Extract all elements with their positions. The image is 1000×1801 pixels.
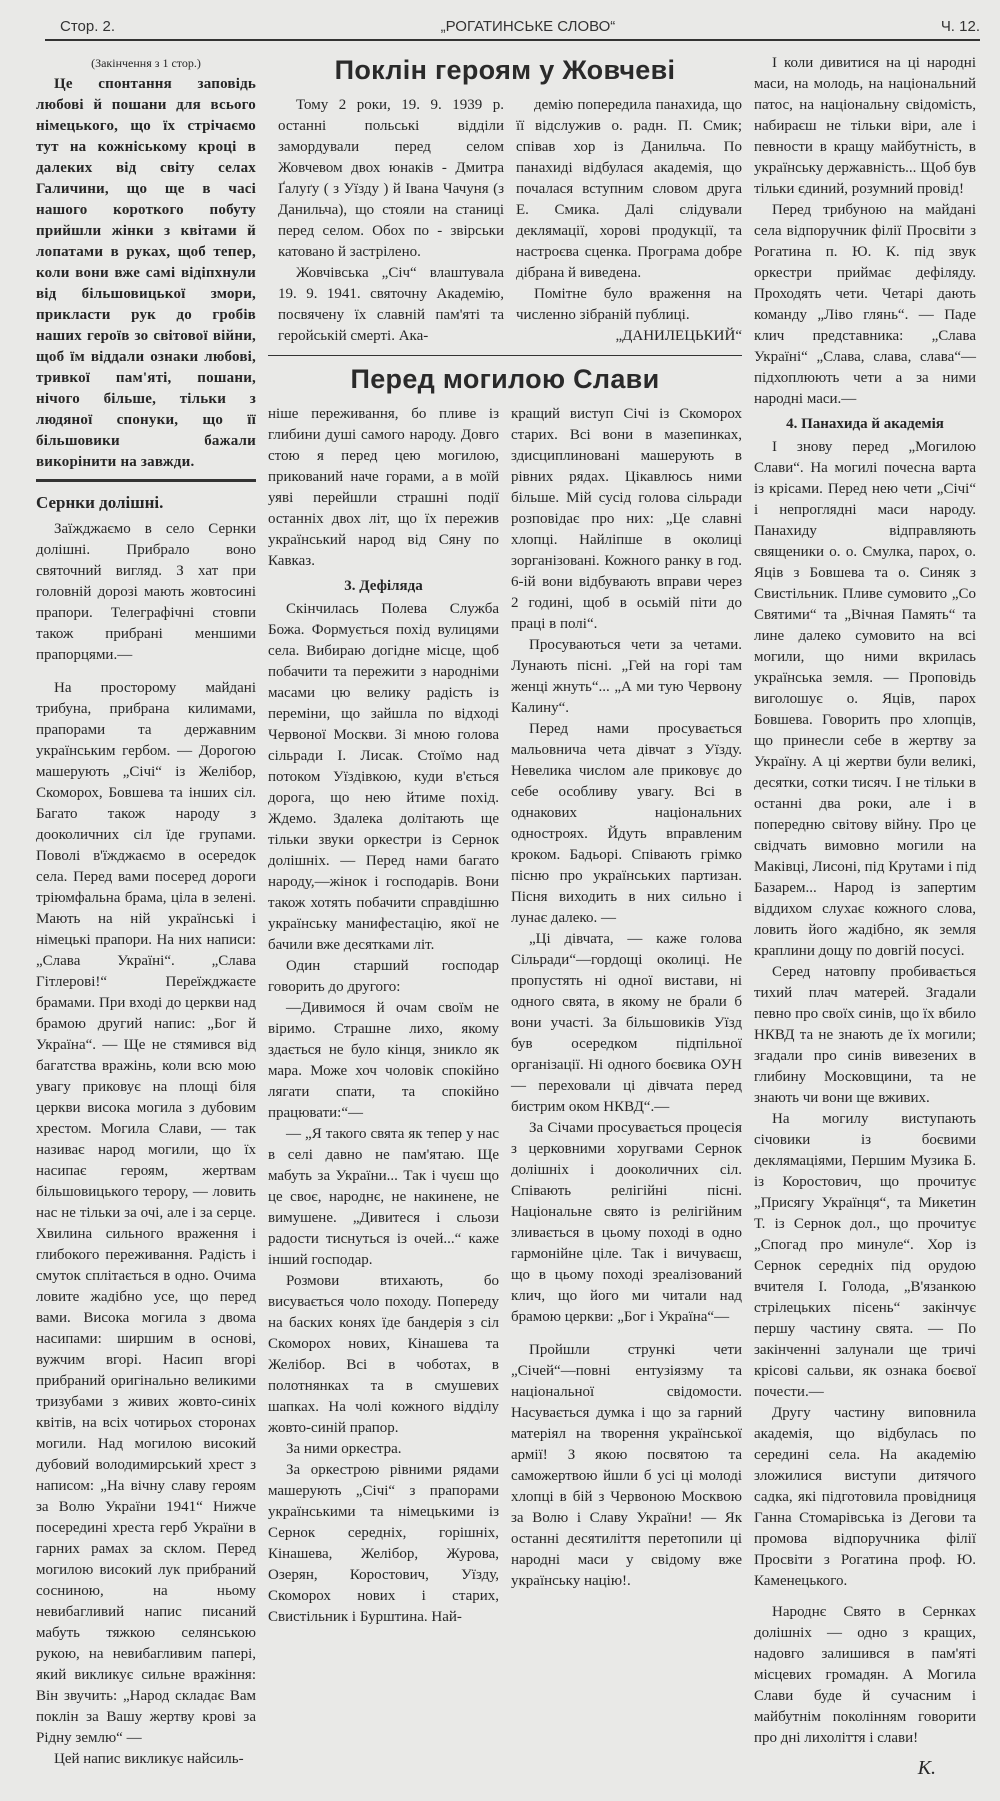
paragraph: За оркестрою рівними рядами машерують „Січі“ з прапорами українськими та німецькими із Сернок середніх, горішніх, Кінашева, Желібор, Журова, Озерян, Коростович, Уїзду, Скоморох нових і старих, Свистільник і Бурштина. Най- (268, 1462, 499, 1625)
paragraph: Народнє Свято в Сернках долішніх — одно з кращих, надовго залишився в пам'яті місцевих громадян. А Могила Слави буде й сучасним і майбутнім поколінням говорити про дні лихоліття і слави! (754, 1604, 976, 1746)
article-divider (268, 355, 742, 356)
paragraph: — „Я такого свята як тепер у нас в селі давно не пам'ятаю. Ще мабуть за України... Так і чуєш що це своє, народнє, не накинене, не вимушене. „Дивитеся і сльози радости тиснуться із очей...“ каже інший господар. (268, 1126, 499, 1268)
section-heading-panakhyda: 4. Панахида й академія (786, 416, 944, 432)
paragraph: Жовчівська „Січ“ влаштувала 19. 9. 1941. святочну Академію, посвячену їх славній пам'яті та геройській смерті. Ака- (278, 265, 504, 344)
mohyla-col-a (268, 404, 499, 1628)
paragraph: —Дивимося й очам своїм не віримо. Страшне лихо, якому здається не було кінця, зникло як мара. Може хоч чоловік спокійно лягати спати, та спокійно працювати:“— (268, 1000, 499, 1121)
paragraph: Перед нами просувається мальовнича чета дівчат з Уїзду. Невелика числом але приковує до себе особливу увагу. Всі в однакових національних одностроях. Йдуть вправленим кроком. Бадьорі. Співають грімко пісню про українських партизан. Пісня виходить в них сильно і лунає далеко. — (511, 721, 742, 926)
paragraph: Цей напис викликує найсиль- (54, 1751, 244, 1767)
paragraph: кращий виступ Січі із Скоморох старих. Всі вони в мазепинках, здисциплиновані машерують в рівних рядах. Цікавлюсь ними більше. Мій сусід голова сільради розповідає про них: „Це славні хлопці. Найліпше в околиці зорганізовані. Кожного ранку в год. 6-ій вони відбувають вправи через 2 годині, щоб в осьмій піти до праці в полі“. (511, 406, 742, 632)
sernky-article (36, 492, 256, 1770)
paragraph: „Ці дівчата, — каже голова Сільради“—гордощі околиці. Не пропустять ні одної вистави, ні одного свята, в якому не брали б вони участі. За більшовиків Уїзд був осередком підпільної організації. Ні одного боєвика ОУН — переховали ці дівчата перед бистрим оком НКВД“.— (511, 931, 742, 1115)
paragraph: На просторому майдані трибуна, прибрана килимами, прапорами та державним українським гербом. — Дорогою машерують „Січі“ із Желібор, Скоморох, Бовшева та інших сіл. Багато також народу з дооколичних сіл їде групами. Поволі в'їжджаємо в осередок села. Перед вами посеред дороги тріюмфальна брама, ціла в зелені. Мають на ній українські і німецькі прапори. На них написи: „Слава Україні“. „Слава Гітлерові!“ Переїжджаєте брамами. При вході до церкви над брамою другий напис: „Бог й Україна“. — Ще не стямився від багатства вражінь, коли всю мою увагу приковує на площі біля церкви висока могила з дубовим хрестом. Могила Слави, — так називає народ могили, що їх насипає героям, жертвам більшовицького терору, — ловить нас не тільки за очі, але і за серце. Хвилина сильного враження і глибокого переживання. Радість і смуток сплітається в одно. Очима ловите жадібно усе, що перед вами. Висока могила з двома насипами: ширшим в основі, вужчим вгорі. Насип вгорі прибраний оригінально великими тризубами з живих жовто-синіх квітів, на всіх чотирьох сторонах могили. Над могилою високий дубовий володимирський хрест з написом: „На вічну славу героям за Волю України 1941“ Нижче посередині хреста герб України в гарних рамах за склом. Перед могилою високий лук прибраний сосниною, на ньому невибагливий напис писаний мабуть тяжкою селянською рукою, на невибагливим папері, який викликує сильне вражіння: Він звучить: „Народ складає Вам поклін за Вашу жертву крові за Рідну землю“ — (36, 680, 256, 1746)
paragraph: І знову перед „Могилою Слави“. На могилі почесна варта із крісами. Перед нею чети „Січі“ і непроглядні маси народу. Панахиду відправляють священики о. о. Смулка, парох, о. Яців з Бовшева та о. Синяк з Свистільник. Пливе сумовито „Со Святими“ та „Вічная Память“ та лине далеко сумовито на всі могили, що ними вкрилась українська земля. — Проповідь виголошує о. Яців, парох Бовшева. Говорить про хлопців, що принесли себе в жертву за Україну. А ці жертви були великі, десятки, сотки тисяч. І не тільки в останні два роки, але і в попередню світову війну. Про це свідчать вимовно могили на Маківці, Лисоні, під Крутами і під Базарем... Народ із запертим віддихом слухає кожного слова, ловить його жадібно, як земля краплини дощу по довгій посусі. (754, 439, 976, 959)
mohyla-title: Перед могилою Слави (350, 364, 660, 394)
paragraph: Другу частину виповнила академія, що відбулась по середині села. На академію зложилися виступи дитячого садка, які підготовила провідниця Ганна Стомарівська із Дегови та промова відпоручника філії Просвіти з Рогатина проф. Ю. Каменецького. (754, 1405, 976, 1589)
paragraph: Один старший господар говорить до другого: (268, 958, 499, 995)
page-body (0, 41, 1000, 1801)
continuation-block (36, 53, 256, 473)
paragraph: ніше переживання, бо пливе із глибини душі самого народу. Довго стою я перед цею могилою, прикований наче горами, а в моїй уяві перейшли страшні події останніх двох літ, що їх пережив український народ від Сяну по Кавказ. (268, 406, 499, 569)
paragraph: Заїжджаємо в село Сернки долішні. Прибрало воно святочний вигляд. З хат при головній дорозі мають жовтосині прапори. Телеграфічні стовпи також прибрані меншими прапорцями.— (36, 521, 256, 663)
newspaper-title: „РОГАТИНСЬКЕ СЛОВО“ (440, 18, 616, 35)
zhovchev-article (268, 95, 742, 347)
paragraph: Пройшли стрункі чети „Січей“—повні ентузіязму та національної свідомости. Насувається думка і що за гарний матеріял на творення української армії! З якою посвятою та саможертвою йшли б усі ці молоді хлопці в бій з Червоною Москвою за Волю і Славу України! — Як останні десятиліття перетопили ці народні маси у свідому вже українську націю!. (511, 1342, 742, 1589)
paragraph: Просуваються чети за четами. Лунають пісні. „Гей на горі там женці жнуть“... „А ми тую Червону Калину“. (511, 637, 742, 716)
middle-column (268, 53, 742, 1628)
paragraph: Перед трибуною на майдані села відпоручник філії Просвіти з Рогатина п. Ю. К. під звук оркестри приймає дефіляду. Проходять чети. Четарі дають команду „Ліво глянь“. — Паде клич представника: „Слава Україні“ „Слава, слава, слава“— підхоплюють чети а за ними народні маси.— (754, 202, 976, 407)
paragraph: Серед натовпу пробивається тихий плач матерей. Згадали певно про своїх синів, що їх вбило НКВД та не знають де їх могили; згадали про синів вивезених в глибину Московщини, та не знають чи вони ще вживих. (754, 964, 976, 1106)
paragraph: І коли дивитися на ці народні маси, на молодь, на національний патос, на національну свідомість, набираєш не тільки віри, але і певности в кращу майбутність, в українську державність... Щоб був тільки єдиний, розумний провід! (754, 55, 976, 197)
issue-number: Ч. 12. (940, 18, 980, 35)
zhovchev-signature: „ДАНИЛЕЦЬКИЙ“ (615, 328, 742, 344)
zhovchev-col-a (268, 95, 504, 347)
zhovchev-col-b (516, 95, 742, 347)
author-signature: К. (917, 1757, 936, 1779)
page-header (45, 18, 980, 41)
continuation-text: Це спонтання заповідь любові й пошани для всього німецького, що їх стрічаємо тут на кожніському кроці в далеких від світу селах Галичини, що ще в часі нашого короткого побуту прийшли жінки з квітами й лопатами в руках, щоб тепер, коли вони вже самі відіпхнули від більшовицької змори, прикласти рук до гробів наших героїв зо світової війни, щоб їм віддали ознаки любові, тривкої пам'яті, пошани, нічого більше, тільки з людяної спонуки, що її більшовики бажали викорінити на завжди. (36, 76, 256, 470)
paragraph: Розмови втихають, бо висувається чоло походу. Попереду на баских конях їде бандерія з сіл Скоморох нових, Кінашева та Желібор. Всі в чоботах, в полотнянках та в смушевих шапках. На чолі кожного відділу жовто-синій прапор. (268, 1273, 499, 1436)
mohyla-col-b (511, 404, 742, 1628)
paragraph: За Січами просувається процесія з церковними хоругвами Сернок долішніх і дооколичних сіл. Співають релігійні пісні. Національне свято із релігійним зливається в цьому поході в одно гармонійне ціле. Так і вичуваєш, що в цьому поході зреалізований клич, що його ми читали над брамою церкви: „Бог і Україна“— (511, 1120, 742, 1325)
paragraph: За ними оркестра. (286, 1441, 402, 1457)
right-column (754, 53, 976, 1781)
paragraph: демію попередила панахида, що її відслужив о. радн. П. Смик; співав хор із Данильча. По панахиді відбулася академія, що почалася вступним словом друга Е. Смика. Далі слідували деклямації, хорові продукції, та настроєва сценка. Програма добре дібрана й виведена. (516, 97, 742, 281)
mohyla-article (268, 404, 742, 1628)
continuation-note: (Закінчення з 1 стор.) (91, 56, 201, 70)
left-column (36, 53, 256, 1770)
zhovchev-title: Поклін героям у Жовчеві (334, 55, 676, 85)
sernky-heading: Сернки долішні. (36, 493, 164, 512)
page-number: Стор. 2. (60, 18, 116, 35)
paragraph: Тому 2 роки, 19. 9. 1939 р. останні польські відділи замордували перед селом Жовчевом двох юнаків - Дмитра Ґалуґу ( з Уїзду ) й Івана Чачуня (з Данильча), що стояли на станиці перед селом. Обох по - звірськи катовано й застрілено. (278, 97, 504, 260)
paragraph: На могилу виступають січовики із боєвими деклямаціями, Першим Музика Б. із Коростович, що прочитує „Присягу Українця“, та Микетин Т. із Сернок дол., що прочитує „Спогад про минуле“. Хор із Сернок середніх під орудою вчителя І. Голода, „В'язанкою стрілецьких пісень“ закінчує першу частину свята. — По закінченні залунали ще тричі крісові сальви, як ознака боєвої почести.— (754, 1111, 976, 1400)
column-divider (36, 479, 256, 482)
section-heading-defilade: 3. Дефіляда (344, 578, 423, 594)
paragraph: Скінчилась Полева Служба Божа. Формується похід вулицями села. Вибираю догідне місце, щоб побачити та пережити з народніми масами цю велику радість із переміни, що зайшла по відході Червоної Москви. Зі мною голова сільради І. Лисак. Стоїмо над потоком Уїздівкою, куди в'ється дорога, що нею йтиме похід. Ждемо. Здалека долітають ще тільки звуки оркестри із Сернок долішніх. — Перед нами багато народу,—жінок і господарів. Вони також хотять побачити справдішню українську манифестацію, якої не бачили вже десятками літ. (268, 601, 499, 953)
paragraph: Помітне було враження на численно зібраній публиці. (516, 286, 742, 323)
